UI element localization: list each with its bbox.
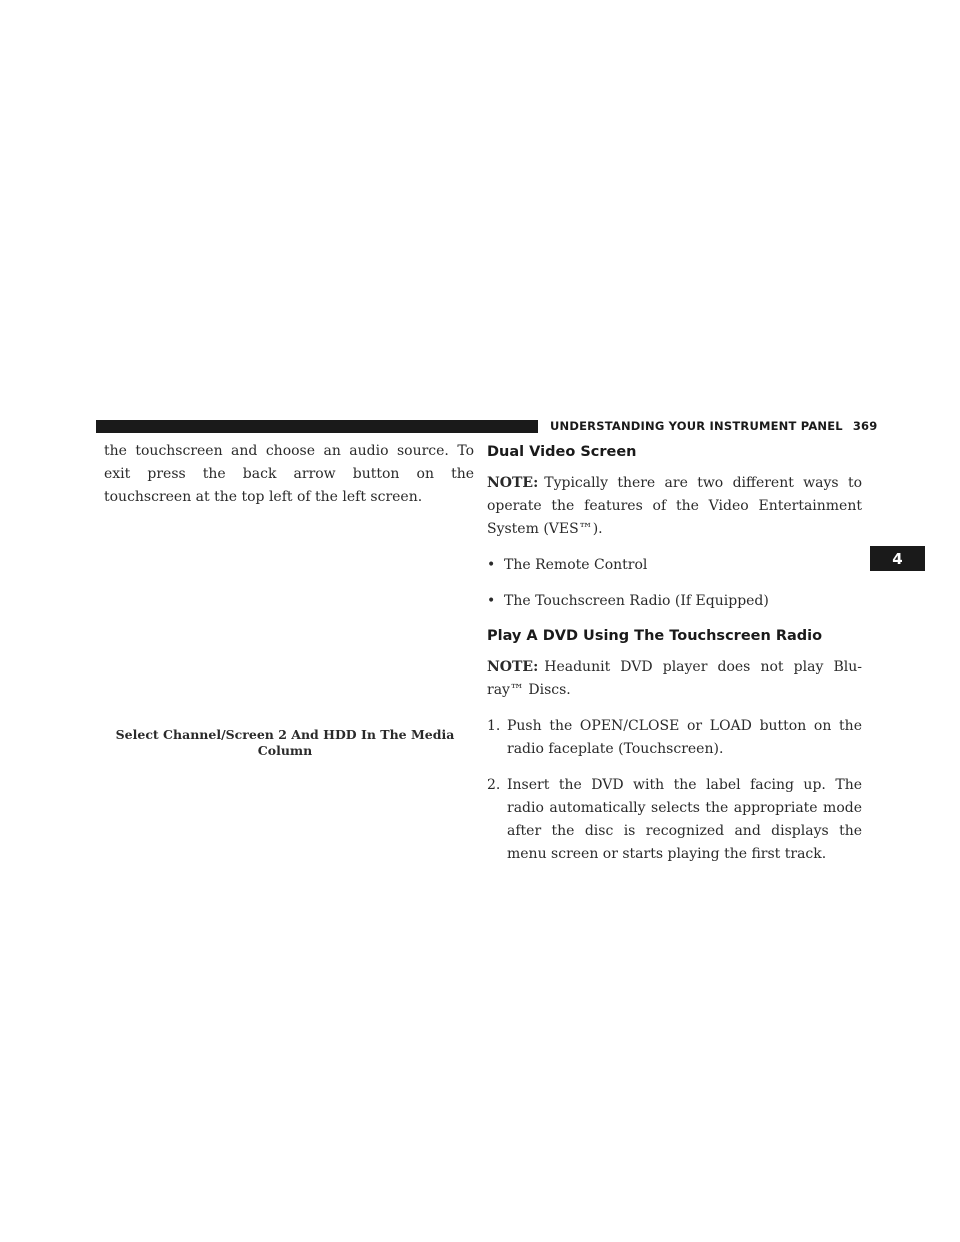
step-text: Push the OPEN/CLOSE or LOAD button on the radio faceplate (Touchscreen). xyxy=(507,718,862,757)
bullet-text: The Remote Control xyxy=(504,557,648,573)
note-label: NOTE: xyxy=(487,475,539,491)
bullet-glyph: • xyxy=(487,593,496,609)
note-text: Headunit DVD player does not play Blu-ray™ Discs. xyxy=(487,659,862,698)
heading-play-dvd: Play A DVD Using The Touchscreen Radio xyxy=(487,628,823,644)
bullet-item xyxy=(487,590,862,613)
left-column xyxy=(104,440,474,509)
note-bluray xyxy=(487,656,862,702)
right-column xyxy=(487,442,862,879)
heading-dual-video-screen: Dual Video Screen xyxy=(487,444,637,460)
bullet-glyph: • xyxy=(487,557,496,573)
note-label: NOTE: xyxy=(487,659,539,675)
header-rule xyxy=(96,420,538,433)
continuation-paragraph: the touchscreen and choose an audio source. To exit press the back arrow button on the touchscreen at the top left of the left screen. xyxy=(104,443,474,505)
running-header xyxy=(550,419,877,433)
chapter-tab: 4 xyxy=(870,546,925,571)
section-title: UNDERSTANDING YOUR INSTRUMENT PANEL xyxy=(550,419,843,433)
step-item xyxy=(487,715,862,761)
figure-caption: Select Channel/Screen 2 And HDD In The Media Column xyxy=(115,727,455,758)
bullet-item xyxy=(487,554,862,577)
page-number: 369 xyxy=(852,419,878,433)
note-text: Typically there are two different ways to operate the features of the Video Entertainment System (VES™). xyxy=(487,475,862,537)
step-number: 2. xyxy=(487,777,501,793)
step-text: Insert the DVD with the label facing up. The radio automatically selects the appropriate mode after the disc is recognized and displays the menu screen or starts playing the first track. xyxy=(507,777,862,862)
step-number: 1. xyxy=(487,718,501,734)
bullet-text: The Touchscreen Radio (If Equipped) xyxy=(504,593,769,609)
step-item xyxy=(487,774,862,866)
note-vES xyxy=(487,472,862,541)
